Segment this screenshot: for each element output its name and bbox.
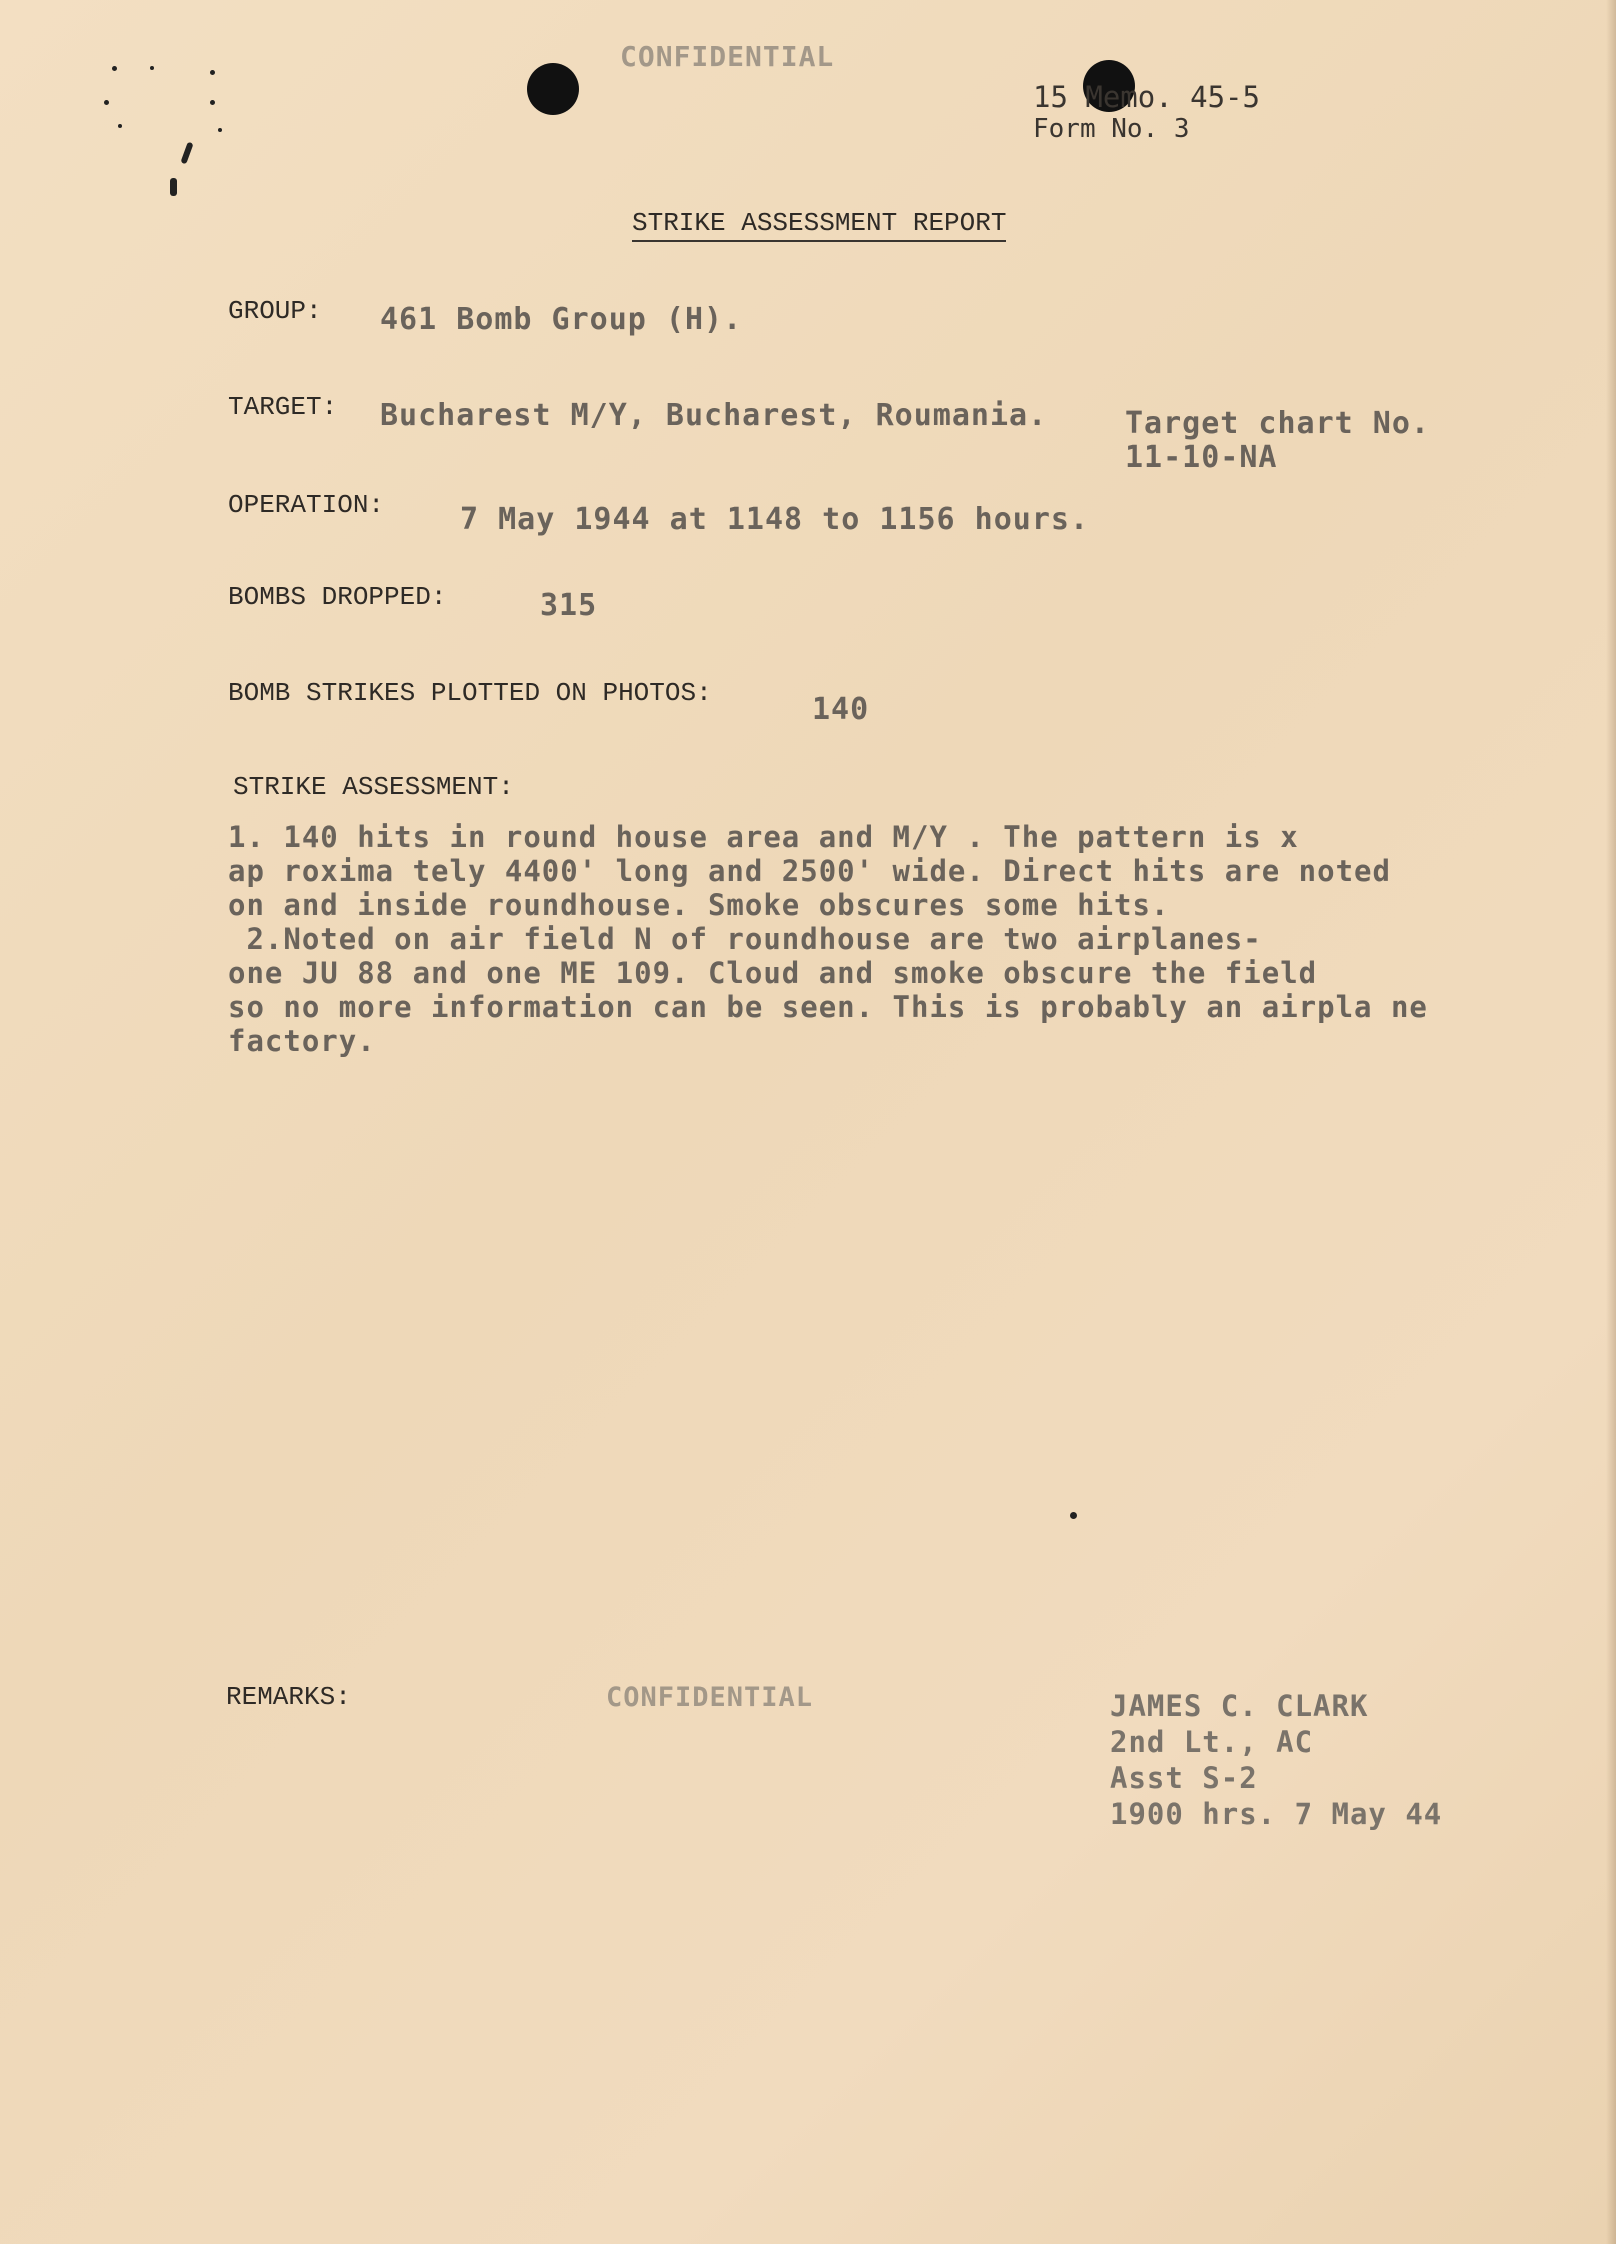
ink-mark [170,178,177,196]
strikes-plotted-value: 140 [812,692,870,727]
confidential-stamp-top: CONFIDENTIAL [620,40,835,73]
ink-speck [104,100,109,105]
signature-title: Asst S-2 [1110,1761,1258,1795]
target-chart-label: Target chart No. [1125,406,1430,441]
ink-mark [180,142,193,165]
group-label: GROUP: [228,296,322,326]
ink-speck [1070,1512,1077,1519]
group-value: 461 Bomb Group (H). [380,302,743,337]
bombs-dropped-value: 315 [540,588,598,623]
punch-hole-left [527,63,579,115]
target-value: Bucharest M/Y, Bucharest, Roumania. [380,398,1048,433]
signature-name: JAMES C. CLARK [1110,1689,1369,1723]
ink-speck [118,124,122,128]
remarks-label: REMARKS: [226,1682,351,1712]
assessment-line: 1. 140 hits in round house area and M/Y . The pattern is x [228,820,1299,854]
assessment-line: one JU 88 and one ME 109. Cloud and smoke obscure the field [228,956,1318,990]
signature-datetime: 1900 hrs. 7 May 44 [1110,1797,1443,1831]
page-edge-shadow [1606,0,1616,2244]
assessment-line: so no more information can be seen. This is probably an airpla ne [228,990,1428,1024]
bombs-dropped-label: BOMBS DROPPED: [228,582,447,612]
assessment-line: 2.Noted on air field N of roundhouse are two airplanes- [228,922,1262,956]
memo-number: 15 Memo. 45-5 [1033,80,1260,114]
ink-speck [218,128,222,132]
operation-label: OPERATION: [228,490,385,520]
ink-speck [210,100,215,105]
report-title: STRIKE ASSESSMENT REPORT [632,208,1006,242]
signature-rank: 2nd Lt., AC [1110,1725,1314,1759]
strike-assessment-label: STRIKE ASSESSMENT: [233,772,514,802]
operation-value: 7 May 1944 at 1148 to 1156 hours. [460,502,1090,537]
assessment-line: ap roxima tely 4400' long and 2500' wide. Direct hits are noted [228,854,1391,888]
assessment-line: factory. [228,1024,376,1058]
confidential-stamp-bottom: CONFIDENTIAL [606,1682,814,1713]
target-chart-number: 11-10-NA [1125,440,1278,475]
strikes-plotted-label: BOMB STRIKES PLOTTED ON PHOTOS: [228,678,712,708]
signature-block [1110,1688,1442,1832]
strike-assessment-text [228,820,1548,1058]
ink-speck [150,66,154,70]
target-label: TARGET: [228,392,338,422]
ink-speck [112,66,117,71]
ink-speck [210,70,215,75]
assessment-line: on and inside roundhouse. Smoke obscures some hits. [228,888,1170,922]
form-number: Form No. 3 [1033,114,1190,144]
